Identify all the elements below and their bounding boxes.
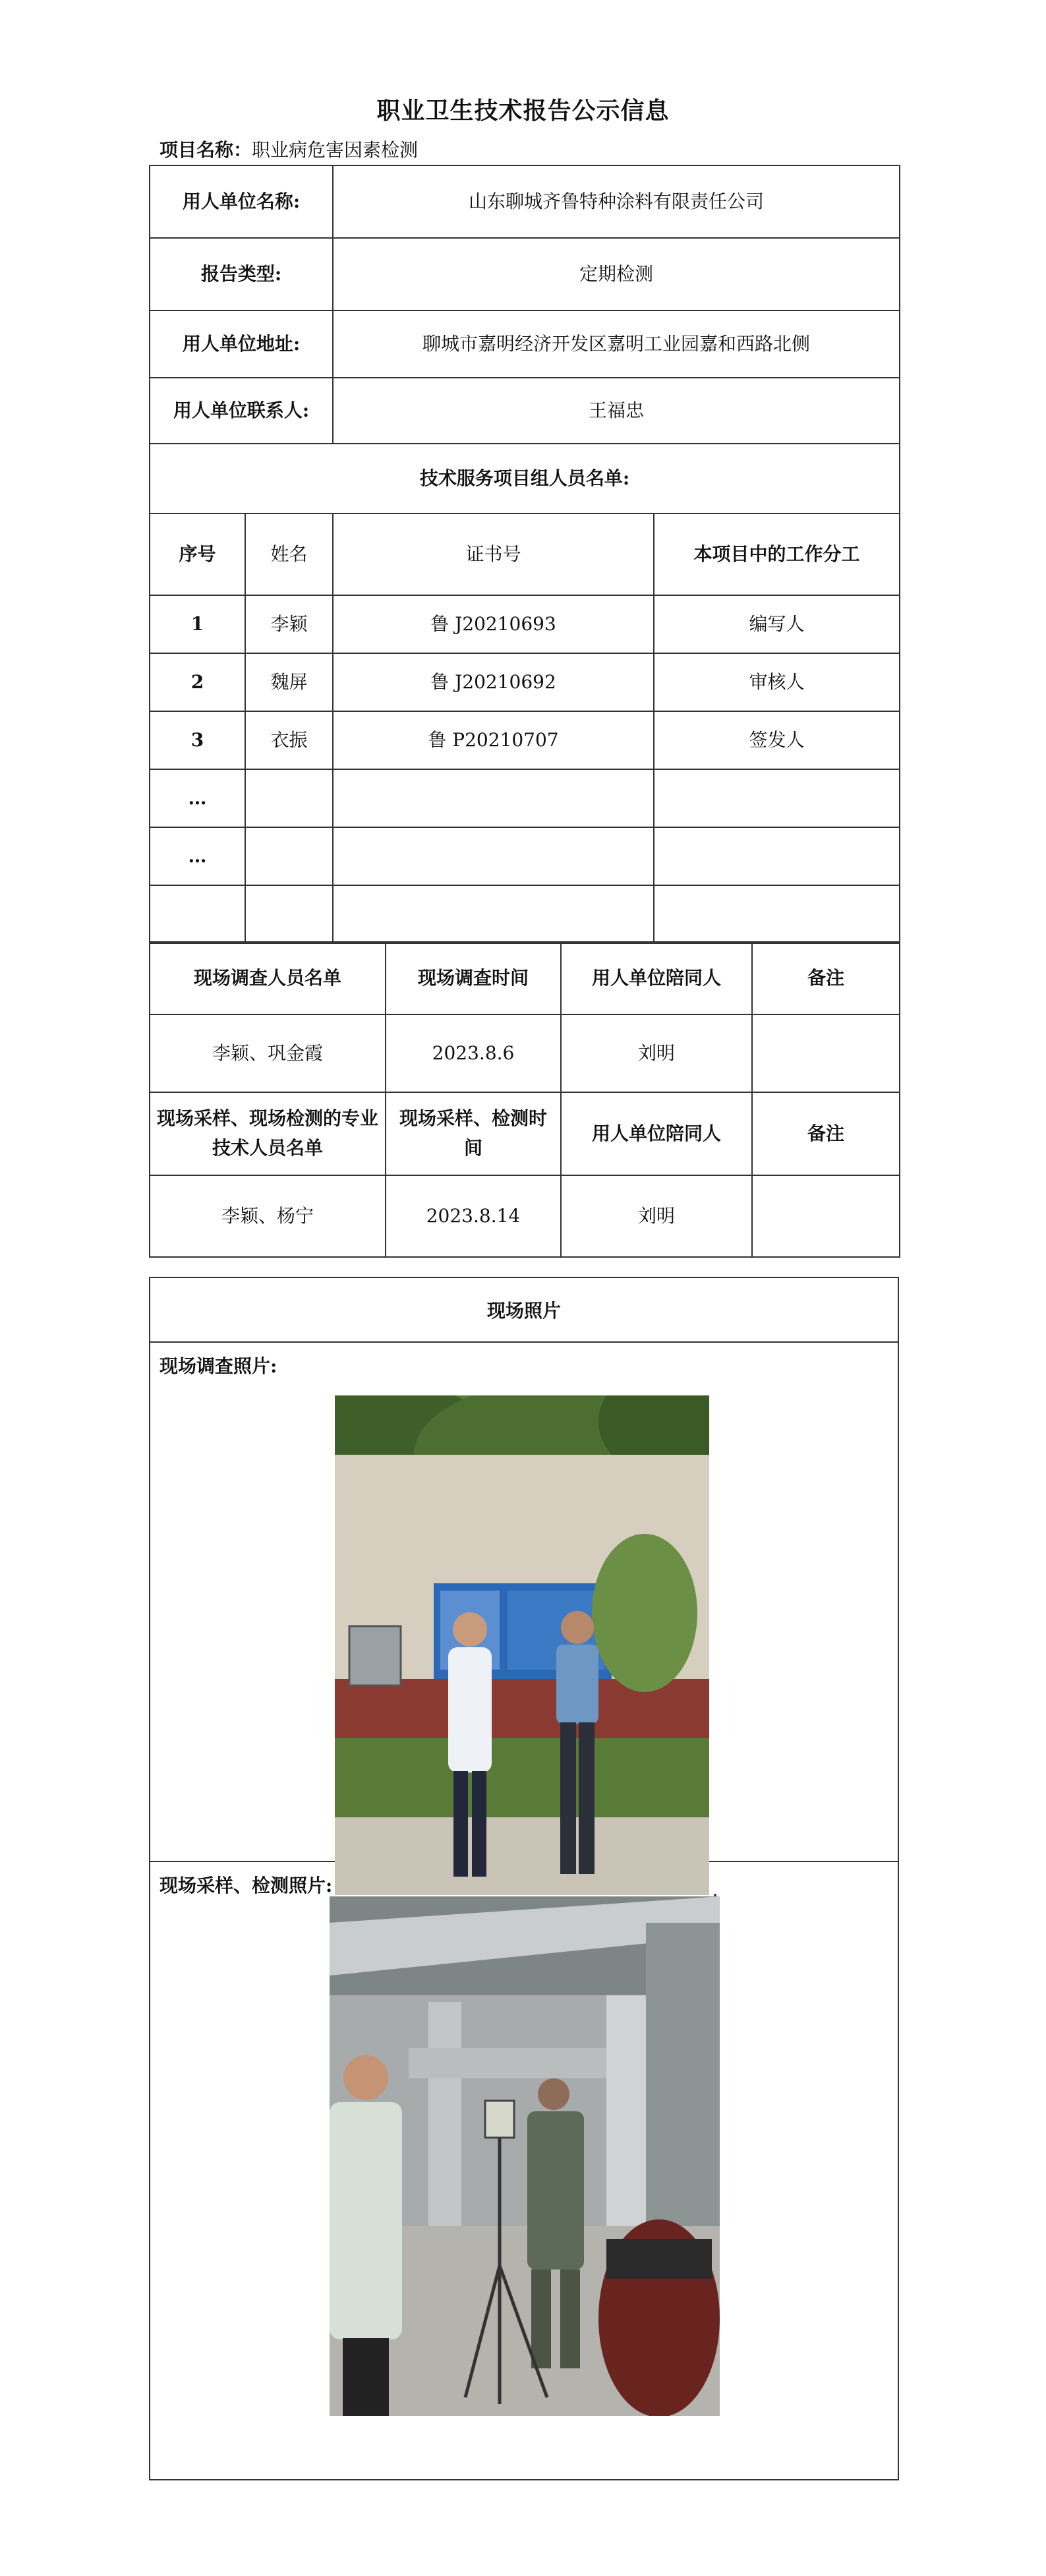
sampling-escort: 刘明 (561, 1175, 752, 1257)
sampling-photo-section (150, 1862, 898, 2480)
team-cert: 鲁 J20210692 (333, 653, 654, 711)
survey-photo (335, 1395, 709, 1895)
table-row (150, 827, 900, 885)
team-no: 3 (150, 711, 245, 769)
survey-col-escort: 用人单位陪同人 (561, 942, 752, 1014)
table-row (150, 711, 900, 769)
team-role (654, 769, 900, 827)
table-row (150, 1014, 900, 1092)
table-row (150, 769, 900, 827)
survey-col-note: 备注 (752, 942, 900, 1014)
team-role: 签发人 (654, 711, 900, 769)
team-no: 1 (150, 595, 245, 653)
sampling-col-escort: 用人单位陪同人 (561, 1092, 752, 1175)
sampling-photo-label: 现场采样、检测照片: (160, 1875, 333, 1896)
address-label: 用人单位地址: (150, 310, 333, 378)
team-role: 审核人 (654, 653, 900, 711)
survey-photo-label: 现场调查照片: (160, 1355, 277, 1377)
team-name (245, 827, 333, 885)
contact-label: 用人单位联系人: (150, 378, 333, 444)
survey-date: 2023.8.6 (386, 1014, 561, 1092)
project-line (160, 136, 418, 162)
team-cert (333, 769, 654, 827)
table-row (150, 1175, 900, 1257)
team-no (150, 885, 245, 943)
survey-note (752, 1014, 900, 1092)
sampling-note (752, 1175, 900, 1257)
report-type-label: 报告类型: (150, 238, 333, 310)
team-role (654, 827, 900, 885)
team-name: 魏屏 (245, 653, 333, 711)
survey-photo-section (150, 1343, 898, 1862)
sampling-photo-image (330, 1896, 720, 2416)
team-cert: 鲁 P20210707 (333, 711, 654, 769)
sampling-col-note: 备注 (752, 1092, 900, 1175)
survey-col-date: 现场调查时间 (386, 942, 561, 1014)
address-value: 聊城市嘉明经济开发区嘉明工业园嘉和西路北侧 (333, 310, 900, 378)
team-no: … (150, 769, 245, 827)
team-name: 衣振 (245, 711, 333, 769)
survey-escort: 刘明 (561, 1014, 752, 1092)
team-no: … (150, 827, 245, 885)
team-col-no: 序号 (150, 513, 245, 595)
page-title: 职业卫生技术报告公示信息 (376, 97, 670, 125)
employer-name-label: 用人单位名称: (150, 165, 333, 238)
sampling-photo (330, 1896, 720, 2416)
team-col-role: 本项目中的工作分工 (654, 513, 900, 595)
team-name (245, 885, 333, 943)
table-row (150, 595, 900, 653)
sampling-col-date: 现场采样、检测时间 (386, 1092, 561, 1175)
team-cert (333, 885, 654, 943)
project-label: 项目名称： (160, 139, 252, 161)
sampling-date: 2023.8.14 (386, 1175, 561, 1257)
employer-name-value: 山东聊城齐鲁特种涂料有限责任公司 (333, 165, 900, 238)
project-value: 职业病危害因素检测 (252, 139, 419, 161)
team-header: 技术服务项目组人员名单: (150, 444, 900, 513)
contact-value: 王福忠 (333, 378, 900, 444)
team-cert: 鲁 J20210693 (333, 595, 654, 653)
report-type-value: 定期检测 (333, 238, 900, 310)
table-row (150, 885, 900, 943)
table-row (150, 653, 900, 711)
survey-photo-image (335, 1395, 709, 1895)
sampling-col-names: 现场采样、现场检测的专业技术人员名单 (150, 1092, 386, 1175)
survey-col-names: 现场调查人员名单 (150, 942, 386, 1014)
team-name (245, 769, 333, 827)
sampling-names: 李颖、杨宁 (150, 1175, 386, 1257)
team-col-name: 姓名 (245, 513, 333, 595)
survey-names: 李颖、巩金霞 (150, 1014, 386, 1092)
site-photos-header: 现场照片 (150, 1278, 898, 1343)
team-no: 2 (150, 653, 245, 711)
team-role (654, 885, 900, 943)
team-col-cert: 证书号 (333, 513, 654, 595)
site-photos-box (149, 1277, 899, 2480)
report-info-table (149, 165, 900, 944)
team-role: 编写人 (654, 595, 900, 653)
team-name: 李颖 (245, 595, 333, 653)
team-cert (333, 827, 654, 885)
survey-table (149, 941, 900, 1258)
